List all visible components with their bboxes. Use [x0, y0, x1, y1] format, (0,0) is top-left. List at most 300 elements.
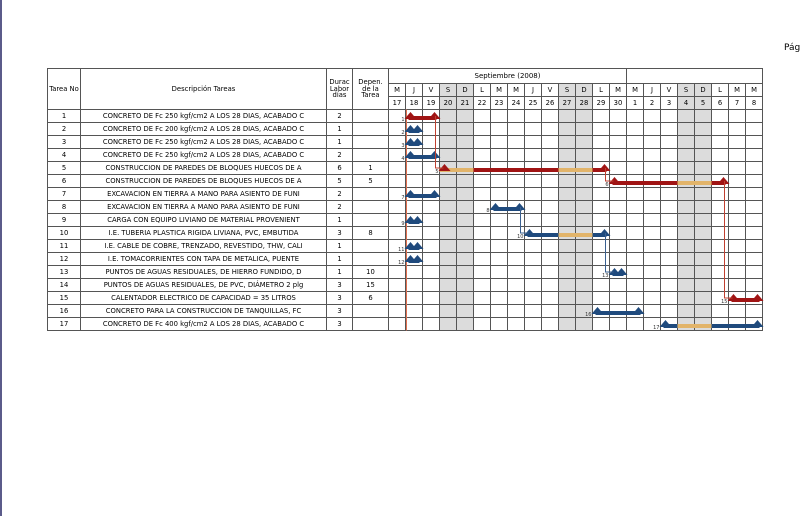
day-cell: [508, 110, 525, 123]
day-cell: [695, 240, 712, 253]
task-row[interactable]: [48, 292, 763, 305]
task-duration: 5: [327, 175, 353, 188]
task-row[interactable]: [48, 266, 763, 279]
task-number: 14: [48, 279, 81, 292]
day-cell: [746, 162, 763, 175]
day-number: 17: [389, 97, 406, 110]
day-cell: [576, 188, 593, 201]
day-cell: [644, 149, 661, 162]
day-cell: [661, 123, 678, 136]
day-cell: [406, 162, 423, 175]
day-cell: [440, 136, 457, 149]
day-cell: [525, 201, 542, 214]
day-cell: [440, 240, 457, 253]
day-cell: [627, 136, 644, 149]
task-row[interactable]: [48, 240, 763, 253]
bar-label: 11: [398, 247, 405, 253]
task-row[interactable]: [48, 136, 763, 149]
day-cell: [695, 110, 712, 123]
bar-label: 3: [401, 143, 405, 149]
day-cell: [491, 214, 508, 227]
day-cell: [695, 227, 712, 240]
day-cell: [508, 175, 525, 188]
task-row[interactable]: [48, 253, 763, 266]
day-cell: [678, 240, 695, 253]
day-cell: [542, 253, 559, 266]
day-cell: [712, 253, 729, 266]
day-cell: [389, 175, 406, 188]
task-dependency: [353, 110, 389, 123]
day-cell: [593, 292, 610, 305]
day-cell: [406, 318, 423, 331]
day-cell: [423, 240, 440, 253]
day-cell: [678, 305, 695, 318]
day-cell: [508, 253, 525, 266]
day-cell: [474, 253, 491, 266]
day-cell: [695, 214, 712, 227]
task-number: 11: [48, 240, 81, 253]
task-description: CONCRETO DE Fc 400 kgf/cm2 A LOS 28 DIAS, ACABADO C: [81, 318, 327, 331]
task-dependency: [353, 253, 389, 266]
task-row[interactable]: [48, 305, 763, 318]
day-number: 30: [610, 97, 627, 110]
day-cell: [644, 123, 661, 136]
day-cell: [627, 318, 644, 331]
day-cell: [474, 136, 491, 149]
day-number: 25: [525, 97, 542, 110]
day-cell: [440, 123, 457, 136]
task-row[interactable]: [48, 149, 763, 162]
task-duration: 3: [327, 292, 353, 305]
day-cell: [525, 240, 542, 253]
bar-label: 9: [401, 221, 405, 227]
day-cell: [576, 123, 593, 136]
day-letter: S: [440, 84, 457, 97]
task-row[interactable]: [48, 162, 763, 175]
day-cell: [457, 279, 474, 292]
day-letter: J: [406, 84, 423, 97]
day-cell: [644, 305, 661, 318]
task-dependency: 10: [353, 266, 389, 279]
task-number: 13: [48, 266, 81, 279]
day-number: 3: [661, 97, 678, 110]
day-cell: [440, 149, 457, 162]
day-cell: [389, 292, 406, 305]
day-cell: [729, 110, 746, 123]
day-cell: [644, 253, 661, 266]
day-cell: [542, 123, 559, 136]
day-cell: [627, 292, 644, 305]
weekend-slack: [678, 181, 695, 185]
day-cell: [423, 253, 440, 266]
day-cell: [576, 214, 593, 227]
day-cell: [576, 149, 593, 162]
window-left-border: [0, 0, 2, 516]
day-cell: [542, 201, 559, 214]
day-cell: [746, 188, 763, 201]
task-description: I.E. TOMACORRIENTES CON TAPA DE METALICA, PUENTE: [81, 253, 327, 266]
day-cell: [593, 318, 610, 331]
day-cell: [678, 266, 695, 279]
day-cell: [729, 175, 746, 188]
day-cell: [644, 136, 661, 149]
day-cell: [661, 266, 678, 279]
day-cell: [610, 240, 627, 253]
day-cell: [661, 305, 678, 318]
day-cell: [729, 279, 746, 292]
day-cell: [695, 292, 712, 305]
day-cell: [491, 305, 508, 318]
day-cell: [661, 162, 678, 175]
task-number: 6: [48, 175, 81, 188]
day-number: 27: [559, 97, 576, 110]
task-duration: 1: [327, 266, 353, 279]
day-cell: [712, 136, 729, 149]
day-cell: [610, 149, 627, 162]
day-cell: [423, 266, 440, 279]
task-description: CONSTRUCCION DE PAREDES DE BLOQUES HUECOS DE A: [81, 175, 327, 188]
task-row[interactable]: [48, 110, 763, 123]
day-cell: [389, 318, 406, 331]
task-number: 17: [48, 318, 81, 331]
day-letter: D: [695, 84, 712, 97]
day-cell: [423, 175, 440, 188]
day-cell: [627, 266, 644, 279]
task-duration: 3: [327, 279, 353, 292]
day-cell: [729, 253, 746, 266]
day-cell: [542, 279, 559, 292]
day-cell: [525, 136, 542, 149]
task-description: CONCRETO PARA LA CONSTRUCCION DE TANQUILLAS, FC: [81, 305, 327, 318]
task-row[interactable]: [48, 279, 763, 292]
day-cell: [474, 214, 491, 227]
day-cell: [474, 279, 491, 292]
day-cell: [525, 175, 542, 188]
day-cell: [559, 253, 576, 266]
day-cell: [423, 214, 440, 227]
day-cell: [746, 175, 763, 188]
task-duration: 1: [327, 214, 353, 227]
task-duration: 1: [327, 240, 353, 253]
day-cell: [525, 266, 542, 279]
day-cell: [746, 136, 763, 149]
day-cell: [729, 214, 746, 227]
day-number: 19: [423, 97, 440, 110]
bar-label: 17: [653, 325, 660, 331]
day-cell: [542, 318, 559, 331]
day-number: 28: [576, 97, 593, 110]
task-dependency: 6: [353, 292, 389, 305]
day-cell: [610, 292, 627, 305]
day-cell: [644, 279, 661, 292]
day-cell: [525, 110, 542, 123]
day-cell: [542, 188, 559, 201]
task-dependency: [353, 318, 389, 331]
task-dependency: [353, 240, 389, 253]
day-cell: [576, 318, 593, 331]
day-cell: [576, 292, 593, 305]
day-cell: [542, 175, 559, 188]
weekend-slack: [576, 168, 593, 172]
day-cell: [440, 266, 457, 279]
day-cell: [491, 318, 508, 331]
header-description: Descripción Tareas: [81, 69, 327, 110]
day-letter: J: [644, 84, 661, 97]
bar-label: 8: [486, 208, 490, 214]
day-cell: [678, 188, 695, 201]
day-letter: M: [746, 84, 763, 97]
day-cell: [661, 214, 678, 227]
day-cell: [576, 201, 593, 214]
day-cell: [593, 201, 610, 214]
task-duration: 1: [327, 253, 353, 266]
day-cell: [644, 240, 661, 253]
task-duration: 1: [327, 136, 353, 149]
day-cell: [491, 188, 508, 201]
day-cell: [440, 175, 457, 188]
day-number: 8: [746, 97, 763, 110]
day-cell: [627, 162, 644, 175]
day-cell: [576, 110, 593, 123]
day-cell: [457, 305, 474, 318]
bar-label: 6: [605, 182, 609, 188]
day-cell: [559, 201, 576, 214]
day-cell: [729, 305, 746, 318]
day-cell: [508, 214, 525, 227]
day-cell: [559, 240, 576, 253]
day-letter: V: [423, 84, 440, 97]
day-cell: [559, 305, 576, 318]
day-cell: [457, 110, 474, 123]
bar-label: 13: [602, 273, 609, 279]
day-cell: [627, 214, 644, 227]
day-cell: [423, 305, 440, 318]
day-cell: [627, 201, 644, 214]
day-cell: [661, 201, 678, 214]
day-cell: [678, 292, 695, 305]
day-cell: [474, 227, 491, 240]
day-cell: [644, 201, 661, 214]
day-letter: J: [525, 84, 542, 97]
day-cell: [457, 201, 474, 214]
day-cell: [610, 110, 627, 123]
day-cell: [695, 123, 712, 136]
day-cell: [457, 175, 474, 188]
day-cell: [627, 188, 644, 201]
day-cell: [746, 240, 763, 253]
day-cell: [610, 162, 627, 175]
day-cell: [746, 266, 763, 279]
task-dependency: [353, 201, 389, 214]
day-letter: M: [627, 84, 644, 97]
day-cell: [389, 305, 406, 318]
day-cell: [508, 279, 525, 292]
task-dependency: 8: [353, 227, 389, 240]
day-cell: [457, 253, 474, 266]
day-cell: [610, 318, 627, 331]
day-cell: [695, 136, 712, 149]
header-duration: Durac Labor días: [327, 69, 353, 110]
day-cell: [712, 162, 729, 175]
day-cell: [746, 123, 763, 136]
day-cell: [423, 227, 440, 240]
weekend-slack: [678, 324, 695, 328]
day-cell: [695, 201, 712, 214]
task-description: EXCAVACION EN TIERRA A MANO PARA ASIENTO DE FUNI: [81, 188, 327, 201]
day-cell: [627, 253, 644, 266]
day-cell: [474, 149, 491, 162]
day-cell: [729, 162, 746, 175]
day-number: 29: [593, 97, 610, 110]
task-dependency: [353, 305, 389, 318]
page-label: Pág: [784, 43, 800, 53]
day-cell: [627, 149, 644, 162]
day-cell: [491, 149, 508, 162]
day-cell: [678, 227, 695, 240]
day-cell: [559, 110, 576, 123]
day-cell: [491, 240, 508, 253]
day-cell: [559, 292, 576, 305]
day-cell: [474, 318, 491, 331]
day-cell: [593, 188, 610, 201]
day-number: 1: [627, 97, 644, 110]
day-cell: [644, 162, 661, 175]
day-cell: [389, 201, 406, 214]
day-cell: [474, 188, 491, 201]
day-number: 7: [729, 97, 746, 110]
task-number: 8: [48, 201, 81, 214]
day-cell: [423, 279, 440, 292]
task-description: CONCRETO DE Fc 250 kgf/cm2 A LOS 28 DIAS, ACABADO C: [81, 136, 327, 149]
day-cell: [440, 188, 457, 201]
task-number: 10: [48, 227, 81, 240]
day-cell: [440, 305, 457, 318]
day-cell: [457, 188, 474, 201]
day-cell: [474, 305, 491, 318]
day-letter: M: [389, 84, 406, 97]
day-cell: [559, 123, 576, 136]
day-cell: [457, 149, 474, 162]
day-cell: [542, 305, 559, 318]
day-cell: [695, 188, 712, 201]
day-cell: [559, 188, 576, 201]
task-dependency: 5: [353, 175, 389, 188]
day-cell: [661, 136, 678, 149]
day-cell: [508, 123, 525, 136]
day-letter: V: [661, 84, 678, 97]
task-row[interactable]: [48, 227, 763, 240]
day-cell: [644, 110, 661, 123]
bar-label: 2: [401, 130, 405, 136]
task-row[interactable]: [48, 201, 763, 214]
day-cell: [491, 279, 508, 292]
day-cell: [678, 136, 695, 149]
day-letter: M: [729, 84, 746, 97]
day-cell: [508, 136, 525, 149]
task-dependency: [353, 149, 389, 162]
day-cell: [440, 214, 457, 227]
task-duration: 6: [327, 162, 353, 175]
day-cell: [525, 188, 542, 201]
day-cell: [593, 149, 610, 162]
task-number: 7: [48, 188, 81, 201]
day-letter: D: [457, 84, 474, 97]
day-cell: [559, 318, 576, 331]
day-cell: [559, 266, 576, 279]
day-cell: [508, 240, 525, 253]
day-cell: [695, 266, 712, 279]
day-cell: [491, 175, 508, 188]
day-cell: [457, 292, 474, 305]
day-cell: [729, 136, 746, 149]
day-letter: V: [542, 84, 559, 97]
day-cell: [678, 123, 695, 136]
day-cell: [593, 136, 610, 149]
day-cell: [678, 110, 695, 123]
day-cell: [525, 305, 542, 318]
day-cell: [406, 201, 423, 214]
task-row[interactable]: [48, 188, 763, 201]
header-task-no: Tarea No: [48, 69, 81, 110]
day-cell: [576, 279, 593, 292]
bar-label: 12: [398, 260, 405, 266]
day-cell: [525, 279, 542, 292]
day-cell: [712, 149, 729, 162]
day-cell: [746, 227, 763, 240]
day-cell: [644, 188, 661, 201]
day-letter: M: [610, 84, 627, 97]
task-duration: 3: [327, 305, 353, 318]
day-cell: [746, 201, 763, 214]
day-cell: [474, 292, 491, 305]
day-number: 22: [474, 97, 491, 110]
task-row[interactable]: [48, 123, 763, 136]
day-cell: [746, 253, 763, 266]
day-cell: [661, 188, 678, 201]
day-cell: [661, 149, 678, 162]
day-cell: [389, 227, 406, 240]
day-cell: [525, 123, 542, 136]
day-cell: [406, 305, 423, 318]
day-cell: [576, 266, 593, 279]
task-description: CONCRETO DE Fc 250 kgf/cm2 A LOS 28 DIAS, ACABADO C: [81, 110, 327, 123]
day-cell: [712, 214, 729, 227]
day-cell: [627, 240, 644, 253]
day-cell: [729, 240, 746, 253]
day-cell: [508, 305, 525, 318]
day-cell: [423, 292, 440, 305]
day-cell: [440, 279, 457, 292]
day-cell: [406, 175, 423, 188]
day-number: 21: [457, 97, 474, 110]
day-number: 5: [695, 97, 712, 110]
day-cell: [508, 188, 525, 201]
day-cell: [678, 214, 695, 227]
day-cell: [457, 136, 474, 149]
task-dependency: 1: [353, 162, 389, 175]
day-cell: [559, 175, 576, 188]
task-row[interactable]: [48, 214, 763, 227]
day-cell: [542, 110, 559, 123]
day-cell: [525, 292, 542, 305]
day-cell: [610, 253, 627, 266]
day-cell: [491, 110, 508, 123]
weekend-slack: [559, 233, 576, 237]
day-cell: [746, 279, 763, 292]
day-cell: [457, 123, 474, 136]
day-cell: [678, 149, 695, 162]
day-letter: S: [678, 84, 695, 97]
